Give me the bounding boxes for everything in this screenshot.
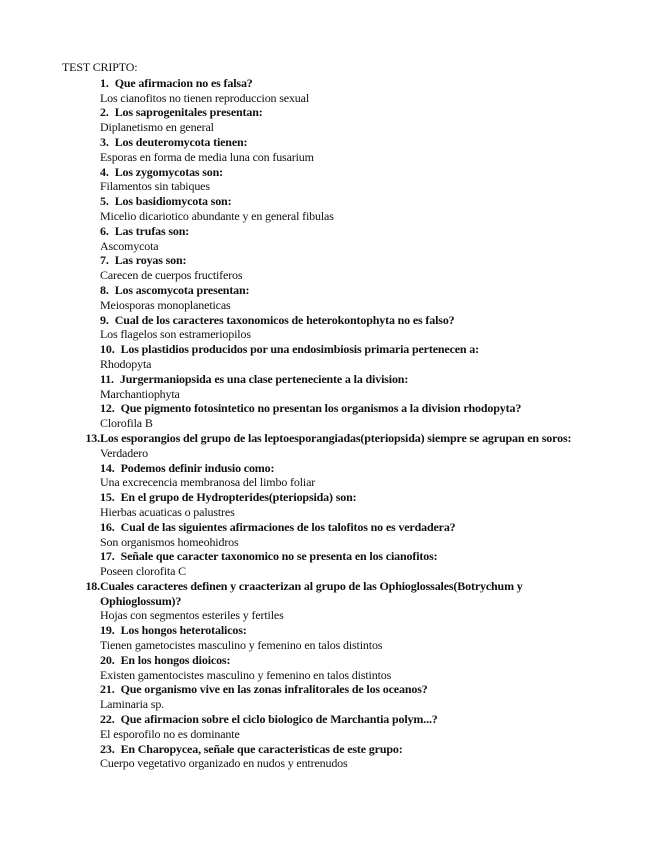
question-number: 1.	[100, 75, 109, 90]
answer-text: Existen gamentocistes masculino y femenino en talos distintos	[100, 667, 392, 682]
question-text: Cual de las siguientes afirmaciones de los talofitos no es verdadera?	[120, 519, 456, 534]
question-text: Jurgermaniopsida es una clase perteneciente a la division:	[119, 371, 409, 386]
question-item	[62, 105, 592, 120]
question-text: Cual de los caracteres taxonomicos de heterokontophyta no es falso?	[114, 312, 455, 327]
question-item	[62, 623, 592, 638]
question-text: Que organismo vive en las zonas infralitorales de los oceanos?	[120, 682, 428, 697]
question-number: 20.	[100, 652, 115, 667]
question-number: 12.	[100, 401, 115, 416]
question-text: En el grupo de Hydropterides(pteriopsida) son:	[120, 490, 357, 505]
question-item	[62, 742, 592, 757]
question-text: Los ascomycota presentan:	[114, 282, 250, 297]
question-number: 14.	[100, 460, 115, 475]
question-item	[62, 549, 592, 564]
question-number: 8.	[100, 282, 109, 297]
question-number: 15.	[100, 490, 115, 505]
question-item	[62, 520, 592, 535]
answer-text: Tienen gametocistes masculino y femenino en talos distintos	[100, 638, 383, 653]
question-text: Los saprogenitales presentan:	[114, 105, 263, 120]
answer-text: Los flagelos son estrameriopilos	[100, 327, 251, 342]
answer-text: Cuerpo vegetativo organizado en nudos y entrenudos	[100, 756, 348, 771]
answer-text: Rhodopyta	[100, 356, 152, 371]
question-number: 3.	[100, 134, 109, 149]
answer-text: Filamentos sin tabiques	[100, 179, 210, 194]
question-text: En los hongos dioicos:	[120, 652, 231, 667]
question-text: Los deuteromycota tienen:	[114, 134, 248, 149]
answer-text: Verdadero	[100, 445, 148, 460]
question-item	[62, 431, 592, 446]
question-number: 23.	[100, 741, 115, 756]
question-item	[62, 712, 592, 727]
question-item	[62, 76, 592, 91]
question-text: Los basidiomycota son:	[114, 194, 232, 209]
question-item	[62, 401, 592, 416]
question-text: Que pigmento fotosintetico no presentan los organismos a la division rhodopyta?	[120, 401, 522, 416]
question-item	[62, 135, 592, 150]
question-text: Los zygomycotas son:	[114, 164, 224, 179]
answer-text: Ascomycota	[100, 238, 159, 253]
question-text: Los plastidios producidos por una endosimbiosis primaria pertenecen a:	[120, 342, 480, 357]
answer-text: Marchantiophyta	[100, 386, 180, 401]
question-number: 4.	[100, 164, 109, 179]
question-text: Que afirmacion no es falsa?	[114, 75, 253, 90]
question-text: Que afirmacion sobre el ciclo biologico de Marchantia polym...?	[120, 712, 438, 727]
question-text: Cuales caracteres definen y craacterizan al grupo de las Ophioglossales(Botrychum y Ophioglossum)?	[100, 578, 523, 608]
question-number: 9.	[100, 312, 109, 327]
question-item	[62, 342, 592, 357]
answer-text: Clorofila B	[100, 416, 153, 431]
question-number: 11.	[100, 371, 114, 386]
document-title: TEST CRIPTO:	[62, 60, 138, 74]
question-text: Los hongos heterotalicos:	[120, 623, 247, 638]
question-number: 22.	[100, 712, 115, 727]
question-item	[62, 224, 592, 239]
question-number: 10.	[100, 342, 115, 357]
question-number: 7.	[100, 253, 109, 268]
answer-text: Hojas con segmentos esteriles y fertiles	[100, 608, 284, 623]
question-text: Señale que caracter taxonomico no se presenta en los cianofitos:	[120, 549, 438, 564]
answer-text: Una excrecencia membranosa del limbo foliar	[100, 475, 316, 490]
question-number: 6.	[100, 223, 109, 238]
answer-text: Poseen clorofita C	[100, 564, 186, 579]
question-item	[62, 490, 592, 505]
question-number: 21.	[100, 682, 115, 697]
question-text: En Charopycea, señale que caracteristicas de este grupo:	[120, 741, 403, 756]
question-item	[62, 579, 592, 609]
question-item	[62, 653, 592, 668]
question-number: 17.	[100, 549, 115, 564]
answer-text: Esporas en forma de media luna con fusarium	[100, 149, 314, 164]
question-item	[62, 194, 592, 209]
answer-text: Son organismos homeohidros	[100, 534, 239, 549]
answer-text: Diplanetismo en general	[100, 120, 214, 135]
question-text: Los esporangios del grupo de las leptoesporangiadas(pteriopsida) siempre se agrupan en soros:	[100, 430, 572, 445]
question-number: 2.	[100, 105, 109, 120]
answer-text: Meiosporas monoplaneticas	[100, 297, 231, 312]
question-number: 5.	[100, 194, 109, 209]
question-item	[62, 283, 592, 298]
answer-text: Micelio dicariotico abundante y en general fibulas	[100, 208, 334, 223]
question-item	[62, 253, 592, 268]
answer-text: El esporofilo no es dominante	[100, 726, 240, 741]
answer-text: Laminaria sp.	[100, 697, 165, 712]
answer-text: Hierbas acuaticas o palustres	[100, 504, 235, 519]
question-item	[62, 165, 592, 180]
question-item	[62, 461, 592, 476]
question-number: 16.	[100, 519, 115, 534]
qa-list	[62, 76, 592, 771]
question-item	[62, 313, 592, 328]
question-text: Podemos definir indusio como:	[120, 460, 275, 475]
question-number: 13.	[85, 430, 100, 445]
question-number: 19.	[100, 623, 115, 638]
question-text: Las trufas son:	[114, 223, 190, 238]
question-number: 18.	[85, 578, 100, 593]
question-item	[62, 682, 592, 697]
answer-text: Los cianofitos no tienen reproduccion sexual	[100, 90, 310, 105]
answer-text: Carecen de cuerpos fructiferos	[100, 268, 243, 283]
document	[62, 60, 592, 771]
question-item	[62, 372, 592, 387]
question-text: Las royas son:	[114, 253, 187, 268]
